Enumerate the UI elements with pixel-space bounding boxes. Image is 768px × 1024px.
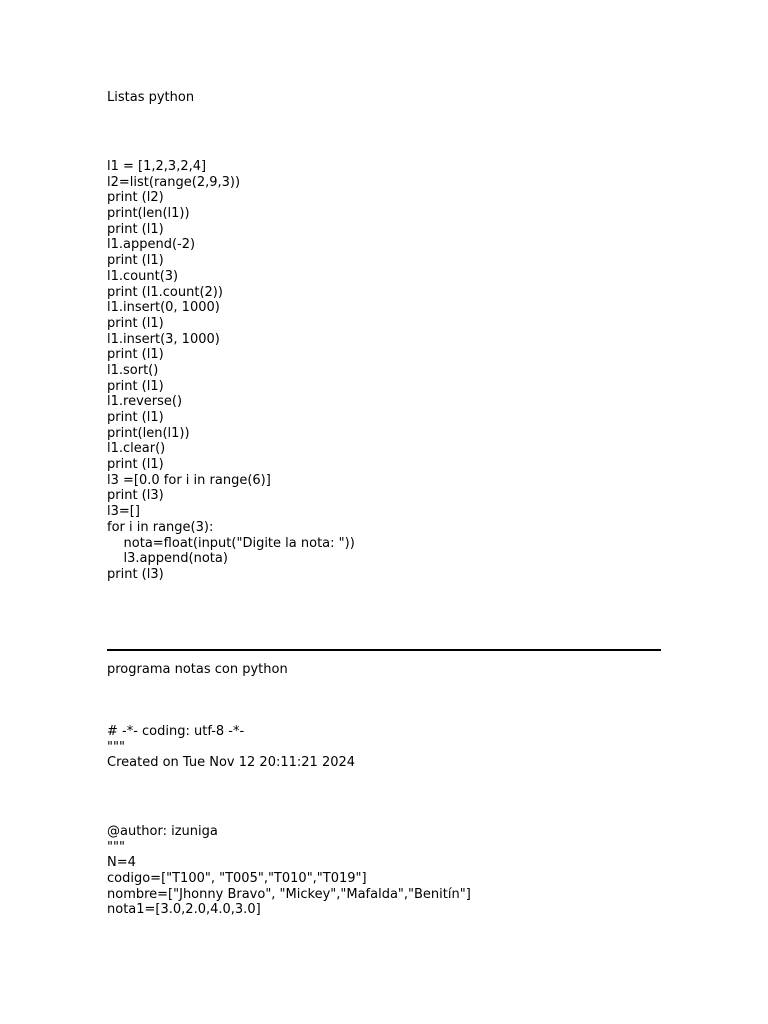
code-line: nota1=[3.0,2.0,4.0,3.0] xyxy=(107,902,261,918)
code-line: print (l1) xyxy=(107,221,164,237)
section-title: Listas python xyxy=(107,90,195,105)
code-line: l1.append(-2) xyxy=(107,237,196,253)
code-line: print (l2) xyxy=(107,190,164,206)
code-line: nombre=["Jhonny Bravo", "Mickey","Mafalda","Benitín"] xyxy=(107,886,471,902)
code-line: N=4 xyxy=(107,855,136,871)
code-block-header xyxy=(107,724,667,771)
section-title-notas xyxy=(107,662,667,678)
code-line: # -*- coding: utf-8 -*- xyxy=(107,724,245,739)
section-divider xyxy=(107,649,661,651)
code-line: print(len(l1)) xyxy=(107,425,190,441)
section-title: programa notas con python xyxy=(107,662,288,677)
code-line: print (l3) xyxy=(107,488,164,504)
code-line: print (l3) xyxy=(107,566,164,582)
code-line: print (l1) xyxy=(107,253,164,269)
code-line: l1 = [1,2,3,2,4] xyxy=(107,159,207,174)
code-line: l3 =[0.0 for i in range(6)] xyxy=(107,472,271,488)
code-line: for i in range(3): xyxy=(107,519,214,535)
code-line: l1.insert(3, 1000) xyxy=(107,331,220,347)
code-line: l1.sort() xyxy=(107,362,159,378)
code-line: """ xyxy=(107,839,125,855)
code-line: print (l1) xyxy=(107,315,164,331)
code-line: l3=[] xyxy=(107,504,140,520)
code-line: print (l1.count(2)) xyxy=(107,284,223,300)
code-line: l3.append(nota) xyxy=(107,551,228,567)
code-block-listas xyxy=(107,159,667,583)
code-line: l2=list(range(2,9,3)) xyxy=(107,174,241,190)
code-line: print (l1) xyxy=(107,378,164,394)
code-line: codigo=["T100", "T005","T010","T019"] xyxy=(107,871,367,887)
code-line: l1.insert(0, 1000) xyxy=(107,300,220,316)
code-line: l1.reverse() xyxy=(107,394,183,410)
code-line: l1.count(3) xyxy=(107,268,179,284)
code-line: @author: izuniga xyxy=(107,824,218,839)
code-line: print (l1) xyxy=(107,457,164,473)
code-line: print (l1) xyxy=(107,347,164,363)
code-line: print (l1) xyxy=(107,410,164,425)
code-line: l1.clear() xyxy=(107,441,166,457)
code-line: print(len(l1)) xyxy=(107,206,190,222)
code-line: """ xyxy=(107,739,125,755)
section-title-listas xyxy=(107,90,667,106)
code-block-body xyxy=(107,824,667,918)
code-line: Created on Tue Nov 12 20:11:21 2024 xyxy=(107,755,356,771)
code-line: nota=float(input("Digite la nota: ")) xyxy=(107,535,355,551)
